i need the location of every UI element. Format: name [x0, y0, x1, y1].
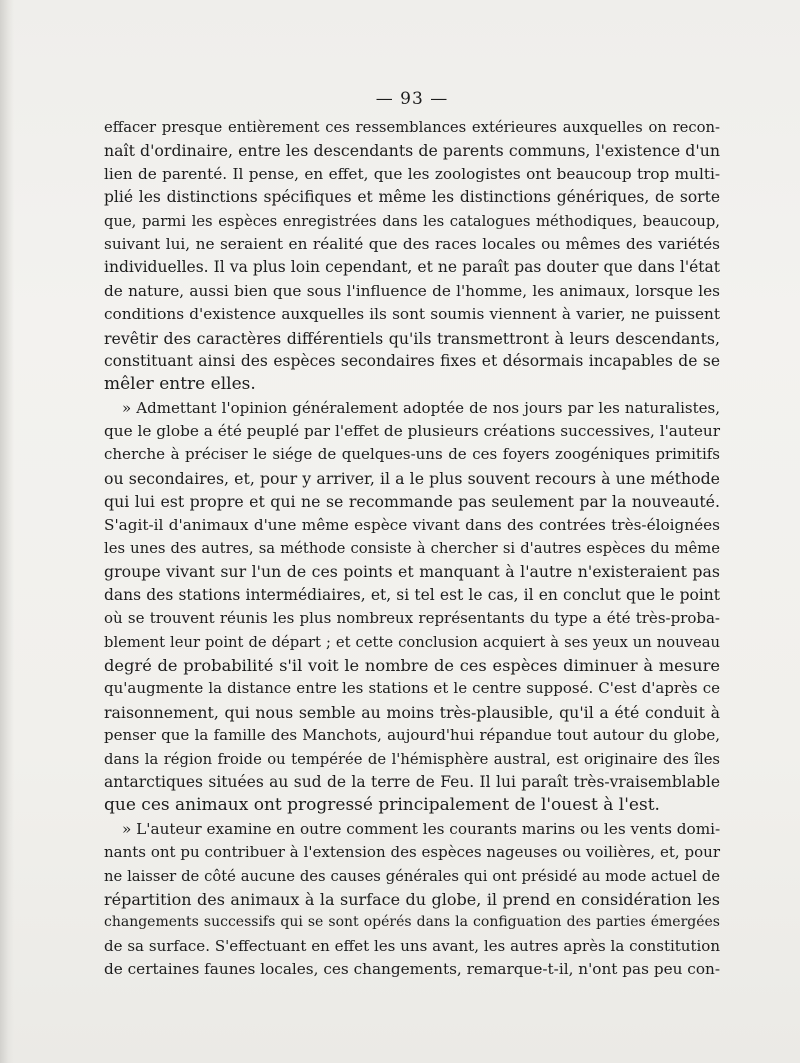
- paragraph-3: [104, 818, 720, 982]
- text-line: raisonnement, qui nous semble au moins très-plausible, qu'il a été conduit à: [104, 702, 720, 722]
- text-line: suivant lui, ne seraient en réalité que des races locales ou mêmes des variétés: [104, 234, 720, 253]
- paragraph-1: [104, 116, 720, 397]
- text-line: qu'augmente la distance entre les stations et le centre supposé. C'est d'après ce: [104, 679, 720, 698]
- text-line: de certaines faunes locales, ces changements, remarque-t-il, n'ont pas peu con-: [104, 960, 720, 979]
- text-line: blement leur point de départ ; et cette conclusion acquiert à ses yeux un nouveau: [104, 633, 720, 651]
- text-line: que, parmi les espèces enregistrées dans les catalogues méthodiques, beaucoup,: [104, 212, 720, 230]
- text-line: individuelles. Il va plus loin cependant, et ne paraît pas douter que dans l'état: [104, 258, 720, 277]
- paragraph-2: [104, 397, 720, 818]
- text-line: conditions d'existence auxquelles ils sont soumis viennent à varier, ne puissent: [104, 305, 720, 324]
- text-line: de sa surface. S'effectuant en effet les uns avant, les autres après la constitution: [104, 936, 720, 955]
- text-line: qui lui est propre et qui ne se recommande pas seulement par la nouveauté.: [104, 492, 720, 512]
- text-line: où se trouvent réunis les plus nombreux représentants du type a été très-proba-: [104, 609, 720, 628]
- text-line: naît d'ordinaire, entre les descendants de parents communs, l'existence d'un: [104, 141, 720, 161]
- text-line: ou secondaires, et, pour y arriver, il a le plus souvent recours à une méthode: [104, 468, 720, 488]
- page-body: [104, 88, 720, 981]
- text-line: que le globe a été peuplé par l'effet de plusieurs créations successives, l'auteur: [104, 422, 720, 441]
- text-line: que ces animaux ont progressé principalement de l'ouest à l'est.: [104, 795, 660, 816]
- text-line: dans la région froide ou tempérée de l'hémisphère austral, est originaire des îles: [104, 750, 720, 768]
- text-line: plié les distinctions spécifiques et même les distinctions génériques, de sorte: [104, 188, 720, 207]
- text-line: répartition des animaux à la surface du globe, il prend en considération les: [104, 889, 720, 909]
- page-number: — 93 —: [375, 89, 449, 109]
- text-line: de nature, aussi bien que sous l'influence de l'homme, les animaux, lorsque les: [104, 281, 720, 300]
- text-line: revêtir des caractères différentiels qu'ils transmettront à leurs descendants,: [104, 328, 720, 348]
- text-line: cherche à préciser le siége de quelques-uns de ces foyers zoogéniques primitifs: [104, 445, 720, 464]
- text-line: mêler entre elles.: [104, 374, 256, 395]
- text-line: groupe vivant sur l'un de ces points et manquant à l'autre n'existeraient pas: [104, 562, 720, 582]
- text-line: effacer presque entièrement ces ressemblances extérieures auxquelles on recon-: [104, 119, 720, 136]
- text-line: S'agit-il d'animaux d'une même espèce vivant dans des contrées très-éloignées: [104, 515, 720, 534]
- text-line: » L'auteur examine en outre comment les courants marins ou les vents domi-: [122, 819, 721, 838]
- text-line: ne laisser de côté aucune des causes générales qui ont présidé au mode actuel de: [104, 867, 720, 885]
- text-line: penser que la famille des Manchots, aujourd'hui répandue tout autour du globe,: [104, 726, 720, 745]
- text-line: changements successifs qui se sont opérés dans la configuation des parties émergées: [104, 914, 720, 931]
- text-line: dans des stations intermédiaires, et, si tel est le cas, il en conclut que le point: [104, 585, 720, 604]
- text-line: nants ont pu contribuer à l'extension des espèces nageuses ou voilières, et, pour: [104, 843, 720, 862]
- text-line: constituant ainsi des espèces secondaires fixes et désormais incapables de se: [104, 351, 720, 370]
- text-line: les unes des autres, sa méthode consiste à chercher si d'autres espèces du même: [104, 540, 720, 558]
- text-line: » Admettant l'opinion généralement adoptée de nos jours par les naturalistes,: [122, 398, 720, 417]
- page-edge-shadow: [0, 0, 14, 1063]
- text-line: lien de parenté. Il pense, en effet, que les zoologistes ont beaucoup trop multi-: [104, 164, 720, 183]
- text-line: antarctiques situées au sud de la terre de Feu. Il lui paraît très-vraisemblable: [104, 772, 720, 791]
- text-line: degré de probabilité s'il voit le nombre de ces espèces diminuer à mesure: [104, 655, 720, 675]
